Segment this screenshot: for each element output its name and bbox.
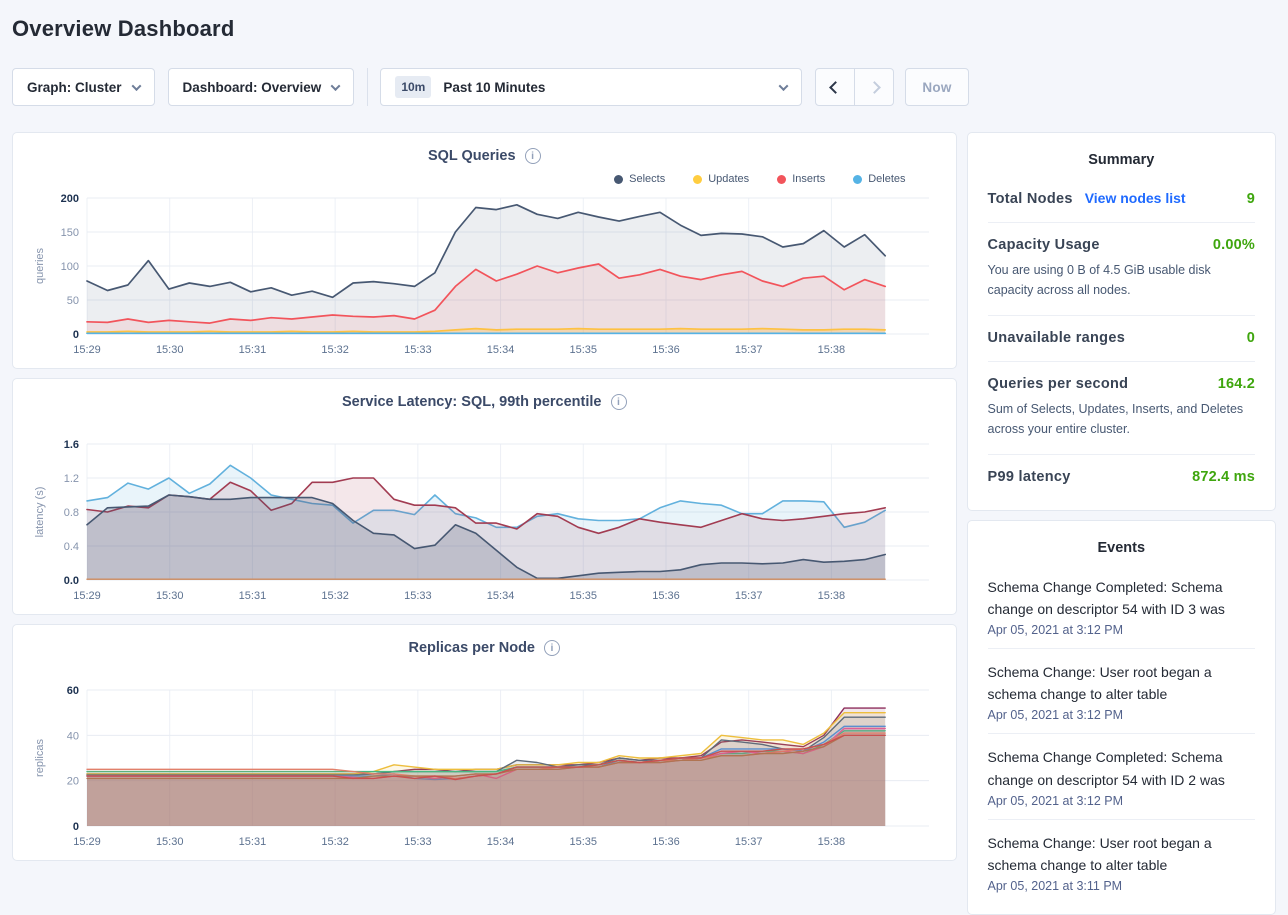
events-list: [988, 564, 1256, 904]
svg-text:15:29: 15:29: [73, 344, 101, 356]
svg-text:15:33: 15:33: [404, 590, 432, 602]
time-forward-button[interactable]: [854, 68, 894, 106]
svg-text:1.6: 1.6: [63, 439, 79, 451]
svg-text:15:35: 15:35: [569, 590, 598, 602]
event-timestamp: Apr 05, 2021 at 3:11 PM: [987, 878, 1123, 893]
summary-row-label: Capacity Usage: [987, 237, 1100, 253]
legend-dot: [853, 175, 862, 184]
service-latency-chart-card: [12, 378, 957, 615]
summary-row-label: P99 latency: [987, 469, 1071, 485]
event-item: [988, 819, 1256, 904]
toolbar: [12, 68, 1276, 106]
event-timestamp: Apr 05, 2021 at 3:12 PM: [987, 708, 1124, 723]
chevron-down-icon: [779, 81, 789, 91]
svg-text:15:36: 15:36: [652, 344, 680, 356]
svg-text:15:31: 15:31: [238, 344, 267, 356]
svg-text:15:34: 15:34: [486, 590, 515, 602]
page-title: Overview Dashboard: [12, 16, 235, 41]
sql-queries-chart-title: SQL Queries: [427, 148, 516, 164]
svg-text:15:32: 15:32: [321, 836, 349, 848]
svg-text:15:33: 15:33: [404, 344, 432, 356]
svg-text:0.4: 0.4: [63, 541, 79, 553]
svg-text:15:34: 15:34: [486, 344, 515, 356]
event-item: [988, 733, 1256, 818]
svg-text:0: 0: [72, 329, 79, 341]
event-message: Schema Change Completed: Schema change on descriptor 54 with ID 2 was: [987, 749, 1225, 788]
summary-row: [988, 315, 1256, 361]
summary-row: [988, 176, 1256, 222]
svg-text:15:31: 15:31: [238, 836, 267, 848]
summary-row-description: You are using 0 B of 4.5 GiB usable disk capacity across all nodes.: [987, 263, 1211, 297]
summary-panel: [967, 132, 1277, 511]
chevron-down-icon: [331, 81, 341, 91]
service-latency-chart[interactable]: [29, 434, 939, 606]
dashboard-content: [12, 132, 1276, 915]
svg-text:latency (s): latency (s): [34, 486, 46, 538]
svg-text:15:36: 15:36: [652, 590, 680, 602]
svg-text:200: 200: [60, 193, 79, 205]
summary-row-value: 9: [1246, 191, 1255, 207]
svg-text:15:38: 15:38: [817, 836, 846, 848]
dashboard-dropdown[interactable]: [168, 68, 355, 106]
event-timestamp: Apr 05, 2021 at 3:12 PM: [987, 623, 1124, 638]
svg-text:100: 100: [60, 261, 79, 273]
svg-text:50: 50: [66, 295, 79, 307]
events-panel-title: Events: [1097, 540, 1146, 556]
svg-text:0.0: 0.0: [63, 575, 79, 587]
svg-text:15:29: 15:29: [73, 590, 101, 602]
svg-text:15:30: 15:30: [155, 344, 184, 356]
summary-row: [988, 222, 1256, 315]
time-range-picker[interactable]: [380, 68, 802, 106]
service-latency-chart-title: Service Latency: SQL, 99th percentile: [342, 394, 602, 410]
event-message: Schema Change: User root began a schema change to alter table: [987, 664, 1212, 703]
summary-row-label: Total Nodes: [987, 191, 1073, 207]
event-item: [988, 564, 1256, 648]
dashboard-dropdown-label: Dashboard: Overview: [182, 79, 322, 95]
svg-text:15:37: 15:37: [734, 344, 763, 356]
svg-text:15:31: 15:31: [238, 590, 267, 602]
svg-text:15:37: 15:37: [734, 590, 763, 602]
charts-column: [12, 132, 957, 861]
now-button[interactable]: Now: [905, 68, 968, 106]
sql-queries-chart-card: [12, 132, 957, 369]
legend-dot: [614, 175, 623, 184]
summary-rows: [988, 176, 1256, 500]
chevron-left-icon: [829, 81, 842, 94]
svg-text:queries: queries: [34, 247, 46, 285]
svg-text:15:38: 15:38: [817, 590, 846, 602]
chevron-down-icon: [131, 81, 141, 91]
summary-row-value: 0.00%: [1212, 237, 1255, 253]
svg-text:15:35: 15:35: [569, 836, 598, 848]
svg-text:40: 40: [66, 730, 79, 743]
legend-item-updates: Updates: [693, 172, 749, 186]
legend-item-selects: Selects: [614, 172, 665, 186]
chevron-right-icon: [868, 81, 881, 94]
legend-item-inserts: Inserts: [777, 172, 825, 186]
summary-row: [988, 454, 1256, 500]
svg-text:15:34: 15:34: [486, 836, 515, 848]
summary-row-value: 164.2: [1217, 376, 1255, 392]
svg-text:15:30: 15:30: [155, 836, 184, 848]
legend-dot: [693, 175, 702, 184]
time-back-button[interactable]: [815, 68, 855, 106]
svg-text:15:29: 15:29: [73, 836, 101, 848]
summary-row-value: 872.4 ms: [1192, 469, 1255, 485]
replicas-per-node-chart-card: [12, 624, 957, 861]
svg-text:15:38: 15:38: [817, 344, 846, 356]
time-range-badge: 10m: [395, 76, 431, 98]
view-nodes-list-link[interactable]: View nodes list: [1084, 190, 1186, 206]
svg-text:15:30: 15:30: [155, 590, 184, 602]
events-panel: [967, 520, 1277, 915]
legend-item-deletes: Deletes: [853, 172, 905, 186]
event-message: Schema Change Completed: Schema change on descriptor 54 with ID 3 was: [987, 579, 1225, 618]
svg-text:0: 0: [72, 821, 79, 833]
sql-queries-chart[interactable]: [29, 188, 939, 360]
event-timestamp: Apr 05, 2021 at 3:12 PM: [987, 793, 1124, 808]
svg-text:1.2: 1.2: [63, 473, 79, 485]
toolbar-divider: [367, 68, 368, 106]
summary-row-value: 0: [1246, 330, 1255, 346]
legend-dot: [777, 175, 786, 184]
svg-text:20: 20: [66, 775, 79, 788]
time-step-buttons: [815, 68, 894, 106]
summary-panel-title: Summary: [1088, 152, 1155, 168]
replicas-per-node-chart-title: Replicas per Node: [408, 640, 535, 656]
summary-row: [988, 361, 1256, 454]
summary-row-description: Sum of Selects, Updates, Inserts, and Deletes across your entire cluster.: [987, 402, 1244, 436]
info-icon[interactable]: i: [525, 148, 541, 164]
svg-text:0.8: 0.8: [63, 507, 79, 519]
summary-row-label: Queries per second: [987, 376, 1129, 392]
sql-queries-legend: [29, 172, 940, 186]
summary-row-label: Unavailable ranges: [987, 330, 1126, 346]
replicas-per-node-chart[interactable]: [29, 680, 939, 852]
info-icon[interactable]: i: [611, 394, 627, 410]
svg-text:replicas: replicas: [34, 739, 46, 777]
event-item: [988, 648, 1256, 733]
svg-text:15:36: 15:36: [652, 836, 680, 848]
graph-scope-dropdown[interactable]: [12, 68, 155, 106]
svg-text:60: 60: [66, 685, 79, 697]
svg-text:15:32: 15:32: [321, 590, 349, 602]
svg-text:15:32: 15:32: [321, 344, 349, 356]
svg-text:15:33: 15:33: [404, 836, 432, 848]
svg-text:15:35: 15:35: [569, 344, 598, 356]
svg-text:15:37: 15:37: [734, 836, 763, 848]
time-range-label: Past 10 Minutes: [443, 79, 546, 95]
sidebar: [967, 132, 1277, 915]
graph-scope-dropdown-label: Graph: Cluster: [27, 79, 122, 95]
svg-text:150: 150: [60, 227, 79, 239]
event-message: Schema Change: User root began a schema change to alter table: [987, 834, 1212, 873]
info-icon[interactable]: i: [544, 640, 560, 656]
